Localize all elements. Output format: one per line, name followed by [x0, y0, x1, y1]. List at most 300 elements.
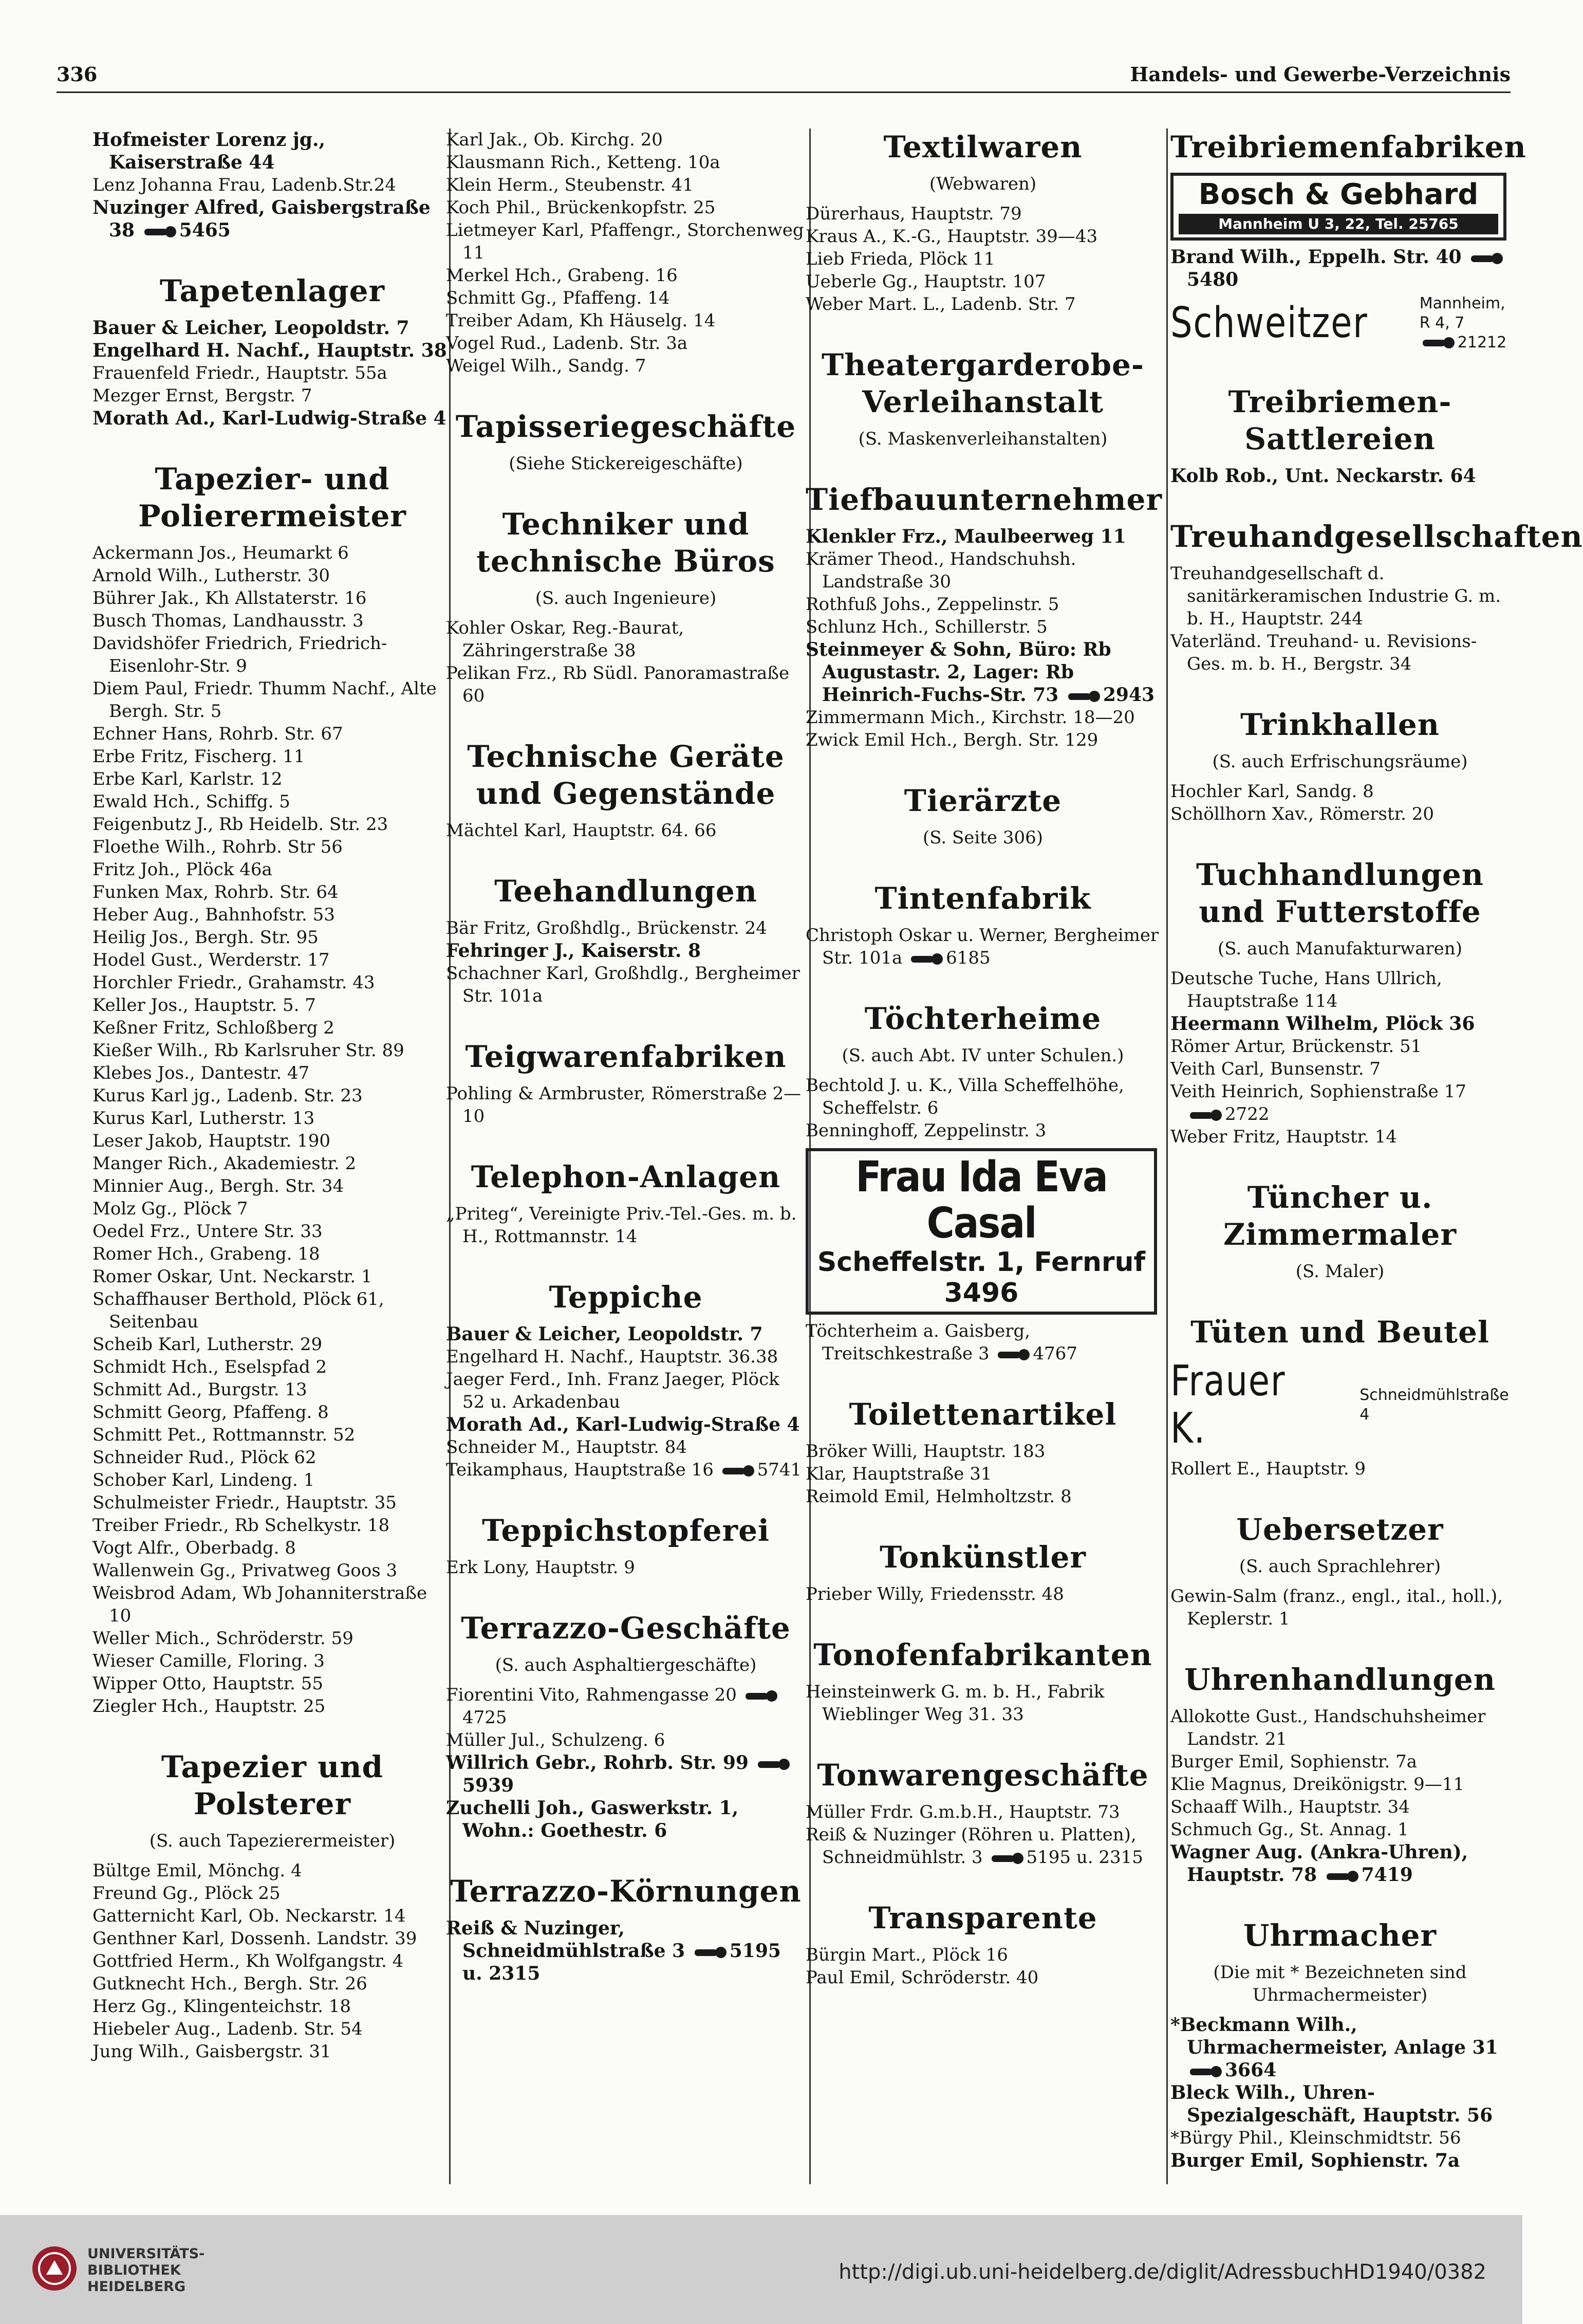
directory-entry — [1170, 630, 1510, 675]
entry-text: Minnier Aug., Bergh. Str. 34 — [92, 1176, 344, 1196]
entry-text: Heinsteinwerk G. m. b. H., Fabrik Wieblinger Weg 31. 33 — [806, 1682, 1105, 1725]
ad-company-name: Schweitzer — [1170, 299, 1368, 347]
section-heading: Treibriemenfabriken — [1170, 130, 1526, 164]
entry-text: Schöllhorn Xav., Römerstr. 20 — [1170, 804, 1435, 824]
directory-entry — [92, 1927, 452, 1950]
entry-text: Wieser Camille, Floring. 3 — [92, 1651, 325, 1671]
directory-entry — [446, 1413, 806, 1436]
directory-entry — [806, 225, 1160, 248]
entry-text: Engelhard H. Nachf., Hauptstr. 36.38 — [446, 1347, 778, 1367]
directory-entry — [92, 362, 452, 384]
directory-entry — [446, 819, 806, 842]
directory-entry — [1170, 246, 1510, 291]
entry-text: Kurus Karl jg., Ladenb. Str. 23 — [92, 1085, 363, 1106]
directory-entry — [806, 248, 1160, 270]
telephone-number: 5939 — [462, 1775, 514, 1796]
telephone-icon — [1327, 1871, 1358, 1882]
cross-reference: (Webwaren) — [929, 174, 1037, 194]
entry-text: Schmuch Gg., St. Annag. 1 — [1170, 1819, 1409, 1840]
column-rule — [1166, 128, 1168, 2184]
entry-text: Schneider Rud., Plöck 62 — [92, 1447, 316, 1468]
directory-column-2 — [446, 128, 806, 2184]
directory-entry — [1170, 1773, 1510, 1796]
telephone-icon — [1190, 1110, 1222, 1121]
directory-entry — [92, 196, 452, 242]
directory-entry — [446, 617, 806, 662]
directory-entry — [92, 768, 452, 790]
entry-text: Prieber Willy, Friedensstr. 48 — [806, 1584, 1064, 1604]
directory-entry — [446, 264, 806, 287]
entry-text: Ewald Hch., Schiffg. 5 — [92, 791, 290, 812]
entry-text: Hofmeister Lorenz jg., Kaiserstraße 44 — [92, 129, 326, 173]
directory-entry — [806, 1801, 1160, 1823]
directory-entry — [806, 202, 1160, 225]
cross-reference: (S. auch Manufakturwaren) — [1218, 938, 1462, 959]
directory-entry — [446, 128, 806, 151]
library-logo-icon — [31, 2245, 78, 2292]
directory-entry — [92, 1469, 452, 1491]
entry-text: Vogel Rud., Ladenb. Str. 3a — [446, 333, 688, 354]
directory-column-1 — [92, 128, 452, 2184]
directory-entry — [1170, 1796, 1510, 1818]
entry-text: Vogt Alfr., Oberbadg. 8 — [92, 1538, 296, 1558]
entry-text: Hiebeler Aug., Ladenb. Str. 54 — [92, 2019, 363, 2039]
section-heading: Tierärzte — [904, 783, 1062, 818]
ad-company-name: Bosch & Gebhard — [1198, 178, 1479, 211]
cross-reference: (S. auch Ingenieure) — [535, 588, 717, 608]
entry-text: Schaaff Wilh., Hauptstr. 34 — [1170, 1797, 1410, 1817]
directory-entry — [92, 1882, 452, 1905]
library-footer — [0, 2215, 1522, 2324]
entry-text: Bültge Emil, Mönchg. 4 — [92, 1860, 302, 1881]
entry-text: Lenz Johanna Frau, Ladenb.Str.24 — [92, 175, 396, 195]
entry-text: Genthner Karl, Dossenh. Landstr. 39 — [92, 1928, 417, 1949]
entry-text: Bürgin Mart., Plöck 16 — [806, 1945, 1008, 1965]
telephone-icon — [144, 226, 176, 237]
directory-entry — [92, 2040, 452, 2063]
entry-text: Lietmeyer Karl, Pfaffengr., Storchenweg 11 — [446, 220, 804, 263]
entry-text: Vaterländ. Treuhand- u. Revisions-Ges. m. b. H., Bergstr. 34 — [1170, 631, 1477, 674]
telephone-number: 21212 — [1457, 334, 1507, 352]
directory-entry — [1170, 1750, 1510, 1773]
entry-text: *Beckmann Wilh., Uhrmachermeister, Anlage 31 — [1170, 2014, 1498, 2058]
entry-text: Rothfuß Johs., Zeppelinstr. 5 — [806, 594, 1059, 615]
entry-text: Klein Herm., Steubenstr. 41 — [446, 175, 694, 195]
section-heading: Tonkünstler — [880, 1540, 1086, 1575]
directory-entry — [806, 729, 1160, 751]
entry-text: Koch Phil., Brückenkopfstr. 25 — [446, 197, 716, 218]
entry-text: Burger Emil, Sophienstr. 7a — [1170, 2150, 1460, 2171]
directory-entry — [92, 587, 452, 610]
cross-reference: (Siehe Stickereigeschäfte) — [509, 453, 743, 474]
directory-entry — [806, 706, 1160, 729]
directory-entry — [92, 1243, 452, 1265]
entry-text: Gutknecht Hch., Bergh. Str. 26 — [92, 1973, 367, 1994]
entry-text: Klausmann Rich., Ketteng. 10a — [446, 152, 720, 173]
section-heading: Tapisseriegeschäfte — [455, 409, 796, 444]
advertisement-box — [806, 1148, 1157, 1315]
section-heading: Uebersetzer — [1236, 1512, 1444, 1547]
cross-reference: (Die mit * Bezeichneten sind Uhrmachermeister) — [1213, 1962, 1467, 2005]
entry-text: Weisbrod Adam, Wb Johanniterstraße 10 — [92, 1583, 427, 1626]
directory-entry — [92, 1859, 452, 1882]
directory-entry — [446, 1797, 806, 1842]
entry-text: Reimold Emil, Helmholtzstr. 8 — [806, 1486, 1072, 1507]
entry-text: Steinmeyer & Sohn, Büro: Rb Augustastr. 2, Lager: Rb Heinrich-Fuchs-Str. 73 — [806, 639, 1111, 706]
directory-entry — [1170, 2081, 1510, 2127]
directory-entry — [92, 1356, 452, 1378]
page-number: 336 — [57, 63, 98, 86]
ad-phone — [1420, 333, 1510, 353]
entry-text: Bührer Jak., Kh Allstaterstr. 16 — [92, 588, 367, 608]
directory-entry — [92, 1995, 452, 2018]
entry-text: Gewin-Salm (franz., engl., ital., holl.), Keplerstr. 1 — [1170, 1586, 1503, 1629]
entry-text: Kießer Wilh., Rb Karlsruher Str. 89 — [92, 1040, 404, 1061]
directory-entry — [806, 924, 1160, 969]
cross-reference: (S. auch Asphaltiergeschäfte) — [495, 1655, 757, 1675]
directory-entry — [1170, 803, 1510, 825]
entry-text: Schmitt Georg, Pfaffeng. 8 — [92, 1402, 329, 1423]
telephone-icon — [1190, 2066, 1222, 2077]
directory-entry — [446, 332, 806, 355]
entry-text: Schneider M., Hauptstr. 84 — [446, 1437, 687, 1458]
directory-entry — [92, 1905, 452, 1927]
ad-company-name: Frau Ida Eva Casal — [855, 1153, 1107, 1248]
directory-entry — [92, 564, 452, 587]
section-heading: Töchterheime — [864, 1001, 1102, 1036]
entry-text: Pohling & Armbruster, Römerstraße 2—10 — [446, 1083, 802, 1127]
section-heading: Tintenfabrik — [874, 881, 1091, 916]
section-heading: Tuchhandlungen und Futterstoffe — [1196, 857, 1484, 929]
ad-address: Schneidmühlstraße 4 — [1359, 1386, 1509, 1424]
directory-entry — [446, 1082, 806, 1128]
section-heading: Tapezier- und Polierermeister — [138, 462, 406, 533]
directory-entry — [92, 903, 452, 926]
entry-text: Freund Gg., Plöck 25 — [92, 1883, 281, 1904]
entry-text: Bauer & Leicher, Leopoldstr. 7 — [446, 1323, 763, 1345]
entry-text: Frauenfeld Friedr., Hauptstr. 55a — [92, 363, 387, 383]
entry-text: Erk Lony, Hauptstr. 9 — [446, 1557, 635, 1578]
directory-entry — [92, 926, 452, 949]
directory-entry — [92, 836, 452, 858]
entry-text: Teikamphaus, Hauptstraße 16 — [446, 1460, 714, 1480]
entry-text: Erbe Fritz, Fischerg. 11 — [92, 746, 305, 767]
entry-text: Weber Fritz, Hauptstr. 14 — [1170, 1127, 1397, 1147]
entry-text: Zwick Emil Hch., Bergh. Str. 129 — [806, 730, 1098, 750]
directory-entry — [446, 939, 806, 962]
entry-text: Schulmeister Friedr., Hauptstr. 35 — [92, 1492, 397, 1513]
directory-entry — [92, 1537, 452, 1559]
directory-entry — [806, 548, 1160, 593]
directory-entry — [446, 1751, 806, 1797]
section-heading: Tonwarengeschäfte — [817, 1758, 1149, 1793]
section-heading: Tüncher u. Zimmermaler — [1223, 1180, 1457, 1252]
entry-text: Bechtold J. u. K., Villa Scheffelhöhe, Scheffelstr. 6 — [806, 1075, 1124, 1118]
entry-text: Christoph Oskar u. Werner, Bergheimer Str. 101a — [806, 925, 1159, 968]
telephone-icon — [911, 953, 943, 965]
directory-entry — [1170, 1035, 1510, 1058]
directory-entry — [806, 1119, 1160, 1142]
directory-entry — [92, 1446, 452, 1469]
directory-entry — [446, 1323, 806, 1345]
directory-entry — [806, 1681, 1160, 1726]
directory-entry — [92, 1582, 452, 1627]
directory-entry — [92, 610, 452, 632]
entry-text: Schlunz Hch., Schillerstr. 5 — [806, 617, 1048, 637]
entry-text: Willrich Gebr., Rohrb. Str. 99 — [446, 1752, 749, 1774]
entry-text: Heermann Wilhelm, Plöck 36 — [1170, 1013, 1475, 1035]
directory-entry — [92, 723, 452, 745]
entry-text: Heilig Jos., Bergh. Str. 95 — [92, 927, 319, 948]
entry-text: „Priteg“, Vereinigte Priv.-Tel.-Ges. m. b. H., Rottmannstr. 14 — [446, 1204, 797, 1247]
telephone-number: 7419 — [1361, 1864, 1413, 1886]
directory-entry — [806, 616, 1160, 638]
telephone-icon — [1471, 253, 1503, 264]
directory-entry — [446, 1459, 806, 1481]
directory-entry — [446, 174, 806, 196]
directory-entry — [92, 1950, 452, 1972]
entry-text: Hochler Karl, Sandg. 8 — [1170, 781, 1374, 802]
entry-text: Dürerhaus, Hauptstr. 79 — [806, 204, 1022, 224]
directory-entry — [446, 1436, 806, 1459]
directory-entry — [92, 407, 452, 430]
telephone-number: 2943 — [1103, 684, 1155, 706]
entry-text: Schaffhauser Berthold, Plöck 61, Seitenbau — [92, 1289, 384, 1332]
entry-text: Schachner Karl, Großhdlg., Bergheimer Str. 101a — [446, 963, 800, 1006]
entry-text: Fiorentini Vito, Rahmengasse 20 — [446, 1685, 737, 1705]
directory-entry — [806, 270, 1160, 293]
directory-entry — [92, 317, 452, 339]
telephone-icon — [992, 1853, 1023, 1864]
cross-reference: (S. Maskenverleihanstalten) — [858, 429, 1108, 449]
telephone-number: 4767 — [1033, 1343, 1077, 1364]
section-heading: Terrazzo-Geschäfte — [461, 1611, 791, 1646]
entry-text: Klar, Hauptstraße 31 — [806, 1464, 992, 1484]
entry-text: Echner Hans, Rohrb. Str. 67 — [92, 724, 343, 744]
entry-text: Manger Rich., Akademiestr. 2 — [92, 1153, 357, 1174]
directory-entry — [806, 1966, 1160, 1989]
directory-entry — [92, 1062, 452, 1084]
ad-address: Scheffelstr. 1, Fernruf 3496 — [817, 1247, 1146, 1308]
directory-entry — [92, 1017, 452, 1039]
section-heading: Terrazzo-Körnungen — [450, 1874, 802, 1909]
directory-entry — [92, 339, 452, 362]
directory-entry — [1170, 1585, 1510, 1630]
directory-entry — [92, 384, 452, 407]
ad-company-name: Frauer K. — [1170, 1357, 1286, 1453]
entry-text: Fehringer J., Kaiserstr. 8 — [446, 940, 701, 962]
section-heading: Tapetenlager — [159, 273, 385, 308]
directory-entry — [446, 219, 806, 264]
entry-text: Ueberle Gg., Hauptstr. 107 — [806, 271, 1046, 292]
directory-entry — [806, 1440, 1160, 1463]
entry-text: Ziegler Hch., Hauptstr. 25 — [92, 1696, 326, 1717]
directory-entry — [92, 542, 452, 564]
directory-entry — [92, 1197, 452, 1220]
telephone-number: 3664 — [1225, 2059, 1277, 2081]
entry-text: Rollert E., Hauptstr. 9 — [1170, 1459, 1366, 1479]
entry-text: Erbe Karl, Karlstr. 12 — [92, 769, 283, 789]
directory-entry — [92, 2018, 452, 2040]
entry-text: Wagner Aug. (Ankra-Uhren), Hauptstr. 78 — [1170, 1841, 1468, 1886]
directory-entry — [92, 1514, 452, 1537]
directory-entry — [446, 309, 806, 332]
entry-text: Morath Ad., Karl-Ludwig-Straße 4 — [446, 1414, 800, 1435]
directory-entry — [446, 1368, 806, 1413]
directory-entry — [92, 1672, 452, 1695]
entry-text: Kohler Oskar, Reg.-Baurat, Zähringerstraße 38 — [446, 618, 684, 661]
directory-entry — [92, 1559, 452, 1582]
telephone-icon — [746, 1690, 777, 1702]
directory-entry — [446, 1345, 806, 1368]
entry-text: Jaeger Ferd., Inh. Franz Jaeger, Plöck 52 u. Arkadenbau — [446, 1369, 779, 1412]
section-heading: Trinkhallen — [1240, 707, 1440, 742]
entry-text: Reiß & Nuzinger, Schneidmühlstraße 3 — [446, 1917, 685, 1962]
section-heading: Treibriemen-Sattlereien — [1228, 384, 1452, 456]
directory-entry — [1170, 2149, 1510, 2172]
entry-text: Oedel Frz., Untere Str. 33 — [92, 1221, 323, 1242]
entry-text: Schmitt Gg., Pfaffeng. 14 — [446, 288, 670, 308]
section-heading: Toilettenartikel — [849, 1397, 1117, 1432]
directory-entry — [92, 1039, 452, 1062]
entry-text: Wallenwein Gg., Privatweg Goos 3 — [92, 1560, 398, 1581]
section-heading: Teigwarenfabriken — [465, 1039, 787, 1074]
directory-entry — [446, 1556, 806, 1579]
entry-text: *Bürgy Phil., Kleinschmidtstr. 56 — [1170, 2128, 1461, 2148]
directory-entry — [446, 1729, 806, 1751]
directory-entry — [1170, 2014, 1510, 2081]
directory-entry — [806, 1463, 1160, 1485]
directory-entry — [92, 994, 452, 1017]
directory-entry — [92, 813, 452, 836]
entry-text: Klie Magnus, Dreikönigstr. 9—11 — [1170, 1774, 1465, 1795]
entry-text: Mezger Ernst, Bergstr. 7 — [92, 385, 312, 406]
entry-text: Kraus A., K.-G., Hauptstr. 39—43 — [806, 226, 1098, 247]
directory-entry — [1170, 562, 1510, 630]
directory-entry — [92, 632, 452, 677]
directory-entry — [806, 638, 1160, 706]
entry-text: Engelhard H. Nachf., Hauptstr. 38 — [92, 340, 447, 361]
entry-text: Bröker Willi, Hauptstr. 183 — [806, 1441, 1046, 1462]
telephone-icon — [758, 1759, 790, 1770]
entry-text: Weigel Wilh., Sandg. 7 — [446, 356, 646, 376]
entry-text: Leser Jakob, Hauptstr. 190 — [92, 1131, 331, 1151]
directory-entry — [1170, 1080, 1510, 1126]
entry-text: Schmitt Pet., Rottmannstr. 52 — [92, 1425, 356, 1445]
directory-entry — [446, 151, 806, 174]
entry-text: Schmitt Ad., Burgstr. 13 — [92, 1379, 307, 1400]
entry-text: Romer Oskar, Unt. Neckarstr. 1 — [92, 1266, 373, 1287]
section-heading: Tiefbauunternehmer — [806, 482, 1163, 517]
directory-entry — [92, 128, 452, 174]
directory-entry — [1170, 465, 1510, 487]
directory-entry — [92, 1424, 452, 1446]
directory-entry — [806, 1944, 1160, 1966]
entry-text: Zimmermann Mich., Kirchstr. 18—20 — [806, 707, 1135, 728]
entry-text: Schober Karl, Lindeng. 1 — [92, 1470, 315, 1490]
section-heading: Tonofenfabrikanten — [813, 1637, 1152, 1672]
directory-entry — [446, 917, 806, 939]
telephone-icon — [722, 1465, 754, 1477]
directory-entry — [1170, 1458, 1510, 1480]
advertisement — [1170, 1358, 1510, 1452]
directory-entry — [1170, 1705, 1510, 1750]
directory-entry — [92, 1401, 452, 1424]
cross-reference: (S. auch Tapezierermeister) — [149, 1831, 396, 1851]
section-heading: Tüten und Beutel — [1190, 1315, 1489, 1350]
directory-entry — [92, 1288, 452, 1333]
entry-text: Ackermann Jos., Heumarkt 6 — [92, 543, 349, 563]
directory-entry — [92, 1695, 452, 1718]
telephone-icon — [998, 1349, 1030, 1360]
section-heading: Transparente — [868, 1901, 1097, 1935]
entry-text: Brand Wilh., Eppelh. Str. 40 — [1170, 246, 1462, 268]
entry-text: Deutsche Tuche, Hans Ullrich, Hauptstraße 114 — [1170, 968, 1442, 1011]
entry-text: Kurus Karl, Lutherstr. 13 — [92, 1108, 315, 1129]
directory-entry — [92, 1152, 452, 1175]
directory-entry — [1170, 1818, 1510, 1841]
entry-text: Weber Mart. L., Ladenb. Str. 7 — [806, 294, 1076, 315]
entry-text: Burger Emil, Sophienstr. 7a — [1170, 1751, 1417, 1772]
section-heading: Tapezier und Polsterer — [161, 1749, 384, 1821]
section-heading: Teppichstopferei — [481, 1513, 770, 1548]
entry-text: Benninghoff, Zeppelinstr. 3 — [806, 1120, 1047, 1141]
telephone-icon — [1068, 691, 1100, 702]
entry-text: Zuchelli Joh., Gaswerkstr. 1, Wohn.: Goethestr. 6 — [446, 1797, 739, 1841]
entry-text: Keßner Fritz, Schloßberg 2 — [92, 1018, 334, 1038]
entry-text: Treuhandgesellschaft d. sanitärkeramischen Industrie G. m. b. H., Hauptstr. 244 — [1170, 563, 1501, 629]
entry-text: Bär Fritz, Großhdlg., Brückenstr. 24 — [446, 918, 767, 938]
entry-text: Romer Hch., Grabeng. 18 — [92, 1244, 320, 1264]
directory-entry — [92, 677, 452, 723]
directory-entry — [446, 1684, 806, 1729]
entry-text: Morath Ad., Karl-Ludwig-Straße 4 — [92, 408, 446, 429]
telephone-number: 5195 u. 2315 — [1026, 1847, 1143, 1868]
directory-entry — [92, 1491, 452, 1514]
entry-text: Nuzinger Alfred, Gaisbergstraße 38 — [92, 197, 431, 241]
entry-text: Schmidt Hch., Eselspfad 2 — [92, 1357, 327, 1377]
entry-text: Krämer Theod., Handschuhsh. Landstraße 30 — [806, 549, 1076, 592]
source-url-link[interactable]: http://digi.ub.uni-heidelberg.de/diglit/AdressbuchHD1940/0382 — [839, 2260, 1486, 2284]
ad-address: Mannheim U 3, 22, Tel. 25765 — [1179, 214, 1498, 234]
directory-entry — [92, 1972, 452, 1995]
telephone-number: 5465 — [179, 219, 231, 241]
entry-text: Klenkler Frz., Maulbeerweg 11 — [806, 526, 1126, 547]
section-heading: Teppiche — [549, 1280, 703, 1315]
entry-text: Heber Aug., Bahnhofstr. 53 — [92, 905, 335, 925]
directory-entry — [92, 971, 452, 994]
section-heading: Techniker und technische Büros — [476, 507, 775, 579]
entry-text: Davidshöfer Friedrich, Friedrich-Eisenlohr-Str. 9 — [92, 633, 387, 676]
directory-entry — [92, 1107, 452, 1130]
cross-reference: (S. Seite 306) — [923, 827, 1043, 848]
directory-entry — [92, 1130, 452, 1152]
entry-text: Hodel Gust., Werderstr. 17 — [92, 950, 330, 970]
directory-entry — [446, 355, 806, 377]
entry-text: Mächtel Karl, Hauptstr. 64. 66 — [446, 820, 717, 841]
section-heading: Technische Geräte und Gegenstände — [467, 739, 785, 811]
entry-text: Horchler Friedr., Grahamstr. 43 — [92, 972, 375, 993]
entry-text: Fritz Joh., Plöck 46a — [92, 859, 272, 880]
directory-entry — [446, 1203, 806, 1248]
directory-entry — [446, 1917, 806, 1985]
directory-entry — [92, 881, 452, 903]
directory-entry — [446, 196, 806, 219]
entry-text: Diem Paul, Friedr. Thumm Nachf., Alte Bergh. Str. 5 — [92, 678, 437, 722]
ad-address — [1420, 294, 1510, 353]
entry-text: Floethe Wilh., Rohrb. Str 56 — [92, 837, 343, 857]
page-header — [57, 61, 1511, 93]
